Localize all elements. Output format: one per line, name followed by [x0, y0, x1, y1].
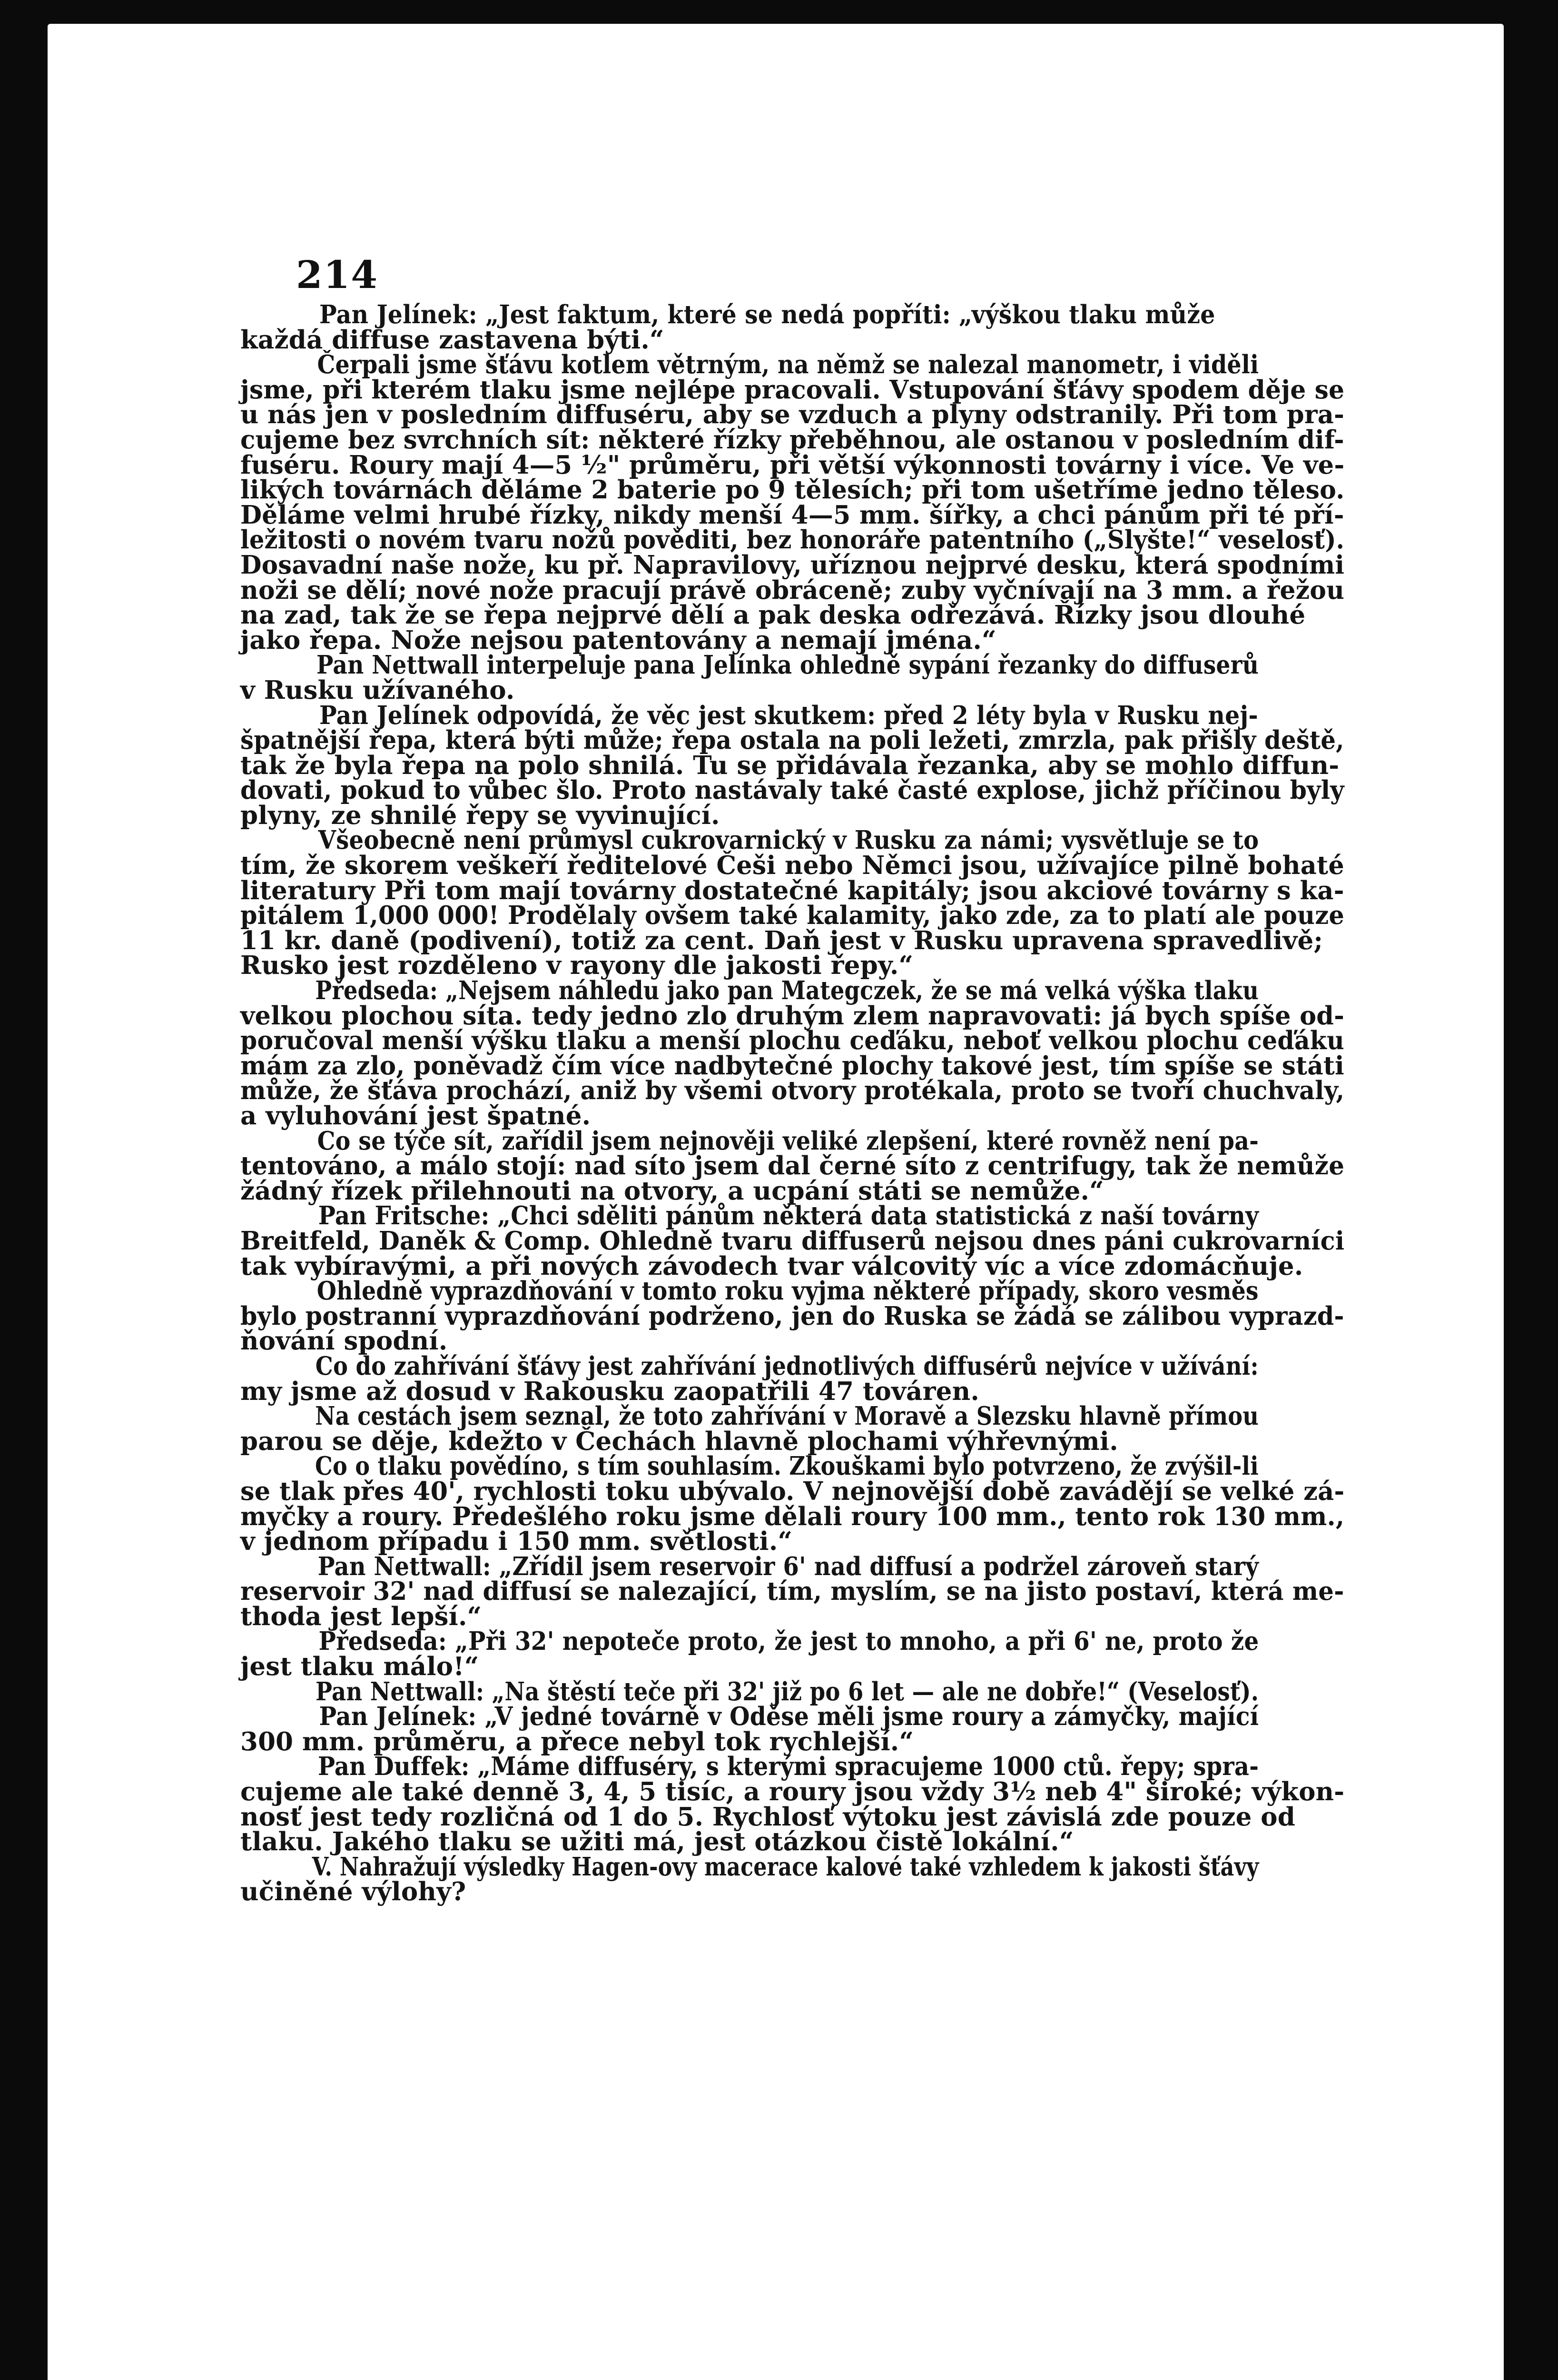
text-line: mám za zlo, poněvadž čím více nadbytečné plochy takové jest, tím spíše se státi [240, 1051, 1344, 1081]
text-line: Pan Jelínek odpovídá, že věc jest skutkem: před 2 léty byla v Rusku nej- [319, 700, 1258, 730]
text-line: Pan Duffek: „Máme diffuséry, s kterými spracujeme 1000 ctů. řepy; spra- [317, 1752, 1259, 1782]
text-line: likých továrnách děláme 2 baterie po 9 tělesích; při tom ušetříme jedno těleso. [240, 475, 1345, 505]
text-line: ležitosti o novém tvaru nožů pověditi, bez honoráře patentního („Slyšte!“ veselosť). [240, 525, 1344, 555]
text-line: Děláme velmi hrubé řízky, nikdy menší 4—5 mm. šířky, a chci pánům při té pří- [240, 500, 1344, 530]
text-line: cujeme bez svrchních sít: některé řízky přeběhnou, ale ostanou v posledním dif- [240, 425, 1344, 455]
text-line: žádný řízek přilehnouti na otvory, a ucpání státi se nemůže.“ [240, 1176, 1104, 1206]
page-number: 214 [296, 252, 378, 297]
text-line: plyny, ze shnilé řepy se vyvinující. [240, 800, 720, 830]
text-line: Pan Jelínek: „V jedné továrně v Oděse měli jsme roury a zámyčky, mající [319, 1702, 1259, 1732]
text-line: Na cestách jsem seznal, že toto zahřívání v Moravě a Slezsku hlavně přímou [315, 1401, 1259, 1431]
text-line: velkou plochou síta. tedy jedno zlo druhým zlem napravovati: já bych spíše od- [240, 1001, 1345, 1031]
body-text [240, 300, 1345, 1907]
text-line: každá diffuse zastavena býti.“ [240, 325, 664, 355]
text-line: Pan Nettwall: „Na štěstí teče při 32' již po 6 let — ale ne dobře!“ (Veselosť). [316, 1676, 1259, 1706]
text-line: dovati, pokud to vůbec šlo. Proto nastávaly také časté explose, jichž příčinou byly [240, 775, 1344, 805]
text-line: myčky a roury. Předešlého roku jsme dělali roury 100 mm., tento rok 130 mm., [240, 1501, 1345, 1531]
text-line: Rusko jest rozděleno v rayony dle jakosti řepy.“ [240, 951, 914, 981]
text-line: Pan Nettwall: „Zřídil jsem reservoir 6' nad diffusí a podržel zároveň starý [317, 1551, 1259, 1581]
text-line: u nás jen v posledním diffuséru, aby se vzduch a plyny odstranily. Při tom pra- [240, 400, 1345, 430]
text-line: na zad, tak že se řepa nejprvé dělí a pak deska odřezává. Řízky jsou dlouhé [240, 600, 1306, 630]
text-line: tím, že skorem veškeří ředitelové Češi nebo Němci jsou, užívajíce pilně bohaté [240, 851, 1344, 881]
text-line: Dosavadní naše nože, ku př. Napravilovy, uříznou nejprvé desku, která spodními [240, 550, 1345, 580]
text-line: Co se týče sít, zařídil jsem nejnověji veliké zlepšení, které rovněž není pa- [317, 1126, 1259, 1156]
text-line: 11 kr. daně (podivení), totiž za cent. Daň jest v Rusku upravena spravedlivě; [240, 925, 1323, 955]
text-line: Čerpali jsme šťávu kotlem větrným, na němž se nalezal manometr, i viděli [317, 350, 1259, 380]
text-line: 300 mm. průměru, a přece nebyl tok rychlejší.“ [240, 1726, 914, 1756]
text-line: může, že šťáva prochází, aniž by všemi otvory protékala, proto se tvoří chuchvaly, [240, 1076, 1345, 1106]
text-line: Pan Nettwall interpeluje pana Jelínka ohledně sypání řezanky do diffuserů [316, 650, 1259, 680]
text-line: thoda jest lepší.“ [240, 1601, 482, 1631]
text-line: špatnější řepa, která býti může; řepa ostala na poli ležeti, zmrzla, pak přišly deště, [240, 725, 1344, 755]
text-line: parou se děje, kdežto v Čechách hlavně plochami výhřevnými. [240, 1426, 1118, 1456]
text-line: jako řepa. Nože nejsou patentovány a nemají jména.“ [240, 625, 996, 655]
text-line: se tlak přes 40', rychlosti toku ubývalo. V nejnovější době zavádějí se velké zá- [240, 1476, 1345, 1506]
text-line: Co do zahřívání šťávy jest zahřívání jednotlivých diffusérů nejvíce v užívání: [315, 1351, 1259, 1381]
text-line: tak že byla řepa na polo shnilá. Tu se přidávala řezanka, aby se mohlo diffun- [240, 750, 1340, 780]
text-line: literatury Při tom mají továrny dostatečné kapitály; jsou akciové továrny s ka- [240, 875, 1344, 905]
text-line: tlaku. Jakého tlaku se užiti má, jest otázkou čistě lokální.“ [240, 1827, 1074, 1857]
text-line: my jsme až dosud v Rakousku zaopatřili 47 továren. [240, 1376, 980, 1406]
text-line: fuséru. Roury mají 4—5 ½" průměru, při větší výkonnosti továrny i více. Ve ve- [240, 450, 1345, 480]
text-line: Všeobecně není průmysl cukrovarnický v Rusku za námi; vysvětluje se to [318, 825, 1259, 855]
text-line: reservoir 32' nad diffusí se nalezající, tím, myslím, se na jisto postaví, která me- [240, 1577, 1344, 1606]
text-line: Co o tlaku povědíno, s tím souhlasím. Zkouškami bylo potvrzeno, že zvýšil-li [315, 1451, 1259, 1481]
text-line: ňování spodní. [240, 1326, 448, 1356]
text-line: noži se dělí; nové nože pracují právě obráceně; zuby vyčnívají na 3 mm. a řežou [240, 575, 1345, 605]
text-line: bylo postranní vyprazdňování podrženo, jen do Ruska se žádá se zálibou vyprazd- [240, 1301, 1344, 1331]
text-line: v Rusku užívaného. [240, 675, 515, 705]
text-line: Pan Fritsche: „Chci sděliti pánům některá data statistická z naší továrny [318, 1201, 1259, 1231]
text-line: Pan Jelínek: „Jest faktum, které se nedá popříti: „výškou tlaku může [319, 300, 1215, 329]
text-line: tentováno, a málo stojí: nad síto jsem dal černé síto z centrifugy, tak že nemůže [240, 1151, 1345, 1181]
text-line: cujeme ale také denně 3, 4, 5 tisíc, a roury jsou vždy 3½ neb 4" široké; výkon- [240, 1777, 1345, 1807]
text-line: učiněné výlohy? [240, 1877, 466, 1907]
text-line: Breitfeld, Daněk & Comp. Ohledně tvaru diffuserů nejsou dnes páni cukrovarníci [240, 1226, 1345, 1256]
text-line: nosť jest tedy rozličná od 1 do 5. Rychlosť výtoku jest závislá zde pouze od [240, 1802, 1295, 1832]
text-line: jsme, při kterém tlaku jsme nejlépe pracovali. Vstupování šťávy spodem děje se [240, 375, 1345, 405]
text-line: v jednom případu i 150 mm. světlosti.“ [240, 1527, 793, 1557]
text-line: tak vybíravými, a při nových závodech tvar válcovitý víc a více zdomácňuje. [240, 1251, 1303, 1281]
text-line: V. Nahražují výsledky Hagen-ovy macerace kalové také vzhledem k jakosti šťávy [312, 1852, 1259, 1882]
text-line: pitálem 1,000 000! Prodělaly ovšem také kalamity, jako zde, za to platí ale pouze [240, 901, 1344, 931]
text-line: a vyluhování jest špatné. [240, 1101, 591, 1130]
text-line: Ohledně vyprazdňování v tomto roku vyjma některé případy, skoro vesměs [316, 1276, 1259, 1306]
text-line: jest tlaku málo!“ [240, 1652, 479, 1682]
text-line: Předseda: „Při 32' nepoteče proto, že jest to mnoho, a při 6' ne, proto že [318, 1626, 1259, 1656]
text-line: Předseda: „Nejsem náhledu jako pan Mategczek, že se má velká výška tlaku [315, 976, 1259, 1006]
text-line: poručoval menší výšku tlaku a menší plochu ceďáku, neboť velkou plochu ceďáku [240, 1026, 1344, 1056]
